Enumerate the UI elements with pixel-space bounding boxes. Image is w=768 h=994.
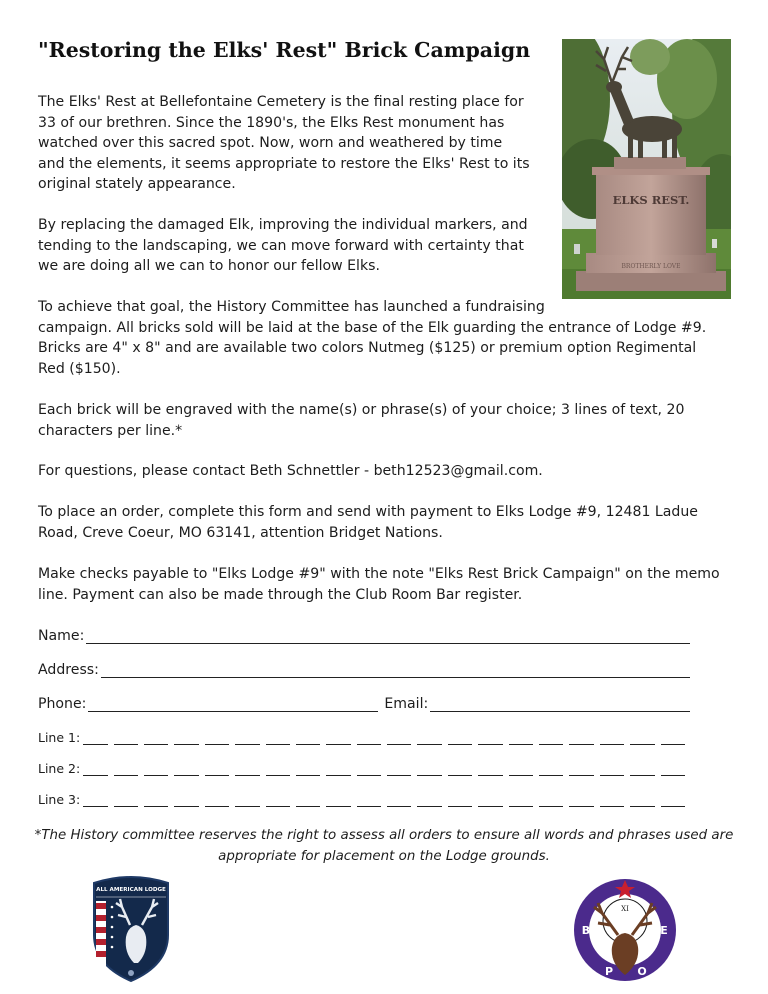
footnote-line: *The History committee reserves the right to assess all orders to ensure all words and phrases used are — [34, 828, 734, 843]
text-line: By replacing the damaged Elk, improving the individual markers, and — [38, 217, 528, 233]
character-slot[interactable] — [387, 732, 411, 745]
address-field[interactable] — [101, 663, 690, 678]
phone-label: Phone: — [38, 696, 87, 712]
bpoe-letter-o: O — [637, 965, 647, 978]
character-slot[interactable] — [539, 732, 563, 745]
bpoe-letter-p: P — [604, 965, 614, 978]
text-line: Make checks payable to "Elks Lodge #9" with the note "Elks Rest Brick Campaign" on the memo — [38, 566, 720, 582]
payment-paragraph — [38, 564, 720, 605]
monument-photo — [562, 39, 731, 299]
character-slot[interactable] — [357, 763, 381, 776]
character-slot[interactable] — [174, 794, 198, 807]
email-label: Email: — [384, 696, 429, 712]
text-line: To place an order, complete this form and send with payment to Elks Lodge #9, 12481 Ladue — [38, 504, 698, 520]
character-slot[interactable] — [630, 794, 654, 807]
clock-numeral: XI — [621, 905, 629, 913]
character-slot[interactable] — [114, 794, 138, 807]
character-slot[interactable] — [266, 794, 290, 807]
address-row — [38, 658, 690, 678]
line-1-label: Line 1: — [38, 730, 81, 745]
footnote — [30, 825, 738, 867]
character-slot[interactable] — [326, 763, 350, 776]
character-slot[interactable] — [630, 763, 654, 776]
text-line: original stately appearance. — [38, 176, 236, 193]
email-field[interactable] — [430, 697, 690, 712]
character-slot[interactable] — [387, 763, 411, 776]
character-slot[interactable] — [569, 732, 593, 745]
character-slot[interactable] — [114, 732, 138, 745]
text-line: campaign. All bricks sold will be laid at the base of the Elk guarding the entrance of Lodge #9. — [38, 319, 707, 336]
character-slot[interactable] — [417, 763, 441, 776]
character-slot[interactable] — [661, 794, 685, 807]
character-slot[interactable] — [569, 794, 593, 807]
text-line: 33 of our brethren. Since the 1890's, the Elks Rest monument has — [38, 114, 505, 131]
character-slot[interactable] — [539, 794, 563, 807]
engraving-line-2 — [38, 760, 685, 776]
line-2-label: Line 2: — [38, 761, 81, 776]
character-slot[interactable] — [83, 794, 107, 807]
character-slot[interactable] — [478, 794, 502, 807]
character-slot[interactable] — [478, 763, 502, 776]
text-line: and the elements, it seems appropriate to restore the Elks' Rest to its — [38, 155, 530, 172]
character-slot[interactable] — [83, 732, 107, 745]
character-slot[interactable] — [235, 794, 259, 807]
text-line: watched over this sacred spot. Now, worn and weathered by time — [38, 135, 503, 152]
character-slot[interactable] — [296, 732, 320, 745]
text-line: Road, Creve Coeur, MO 63141, attention Bridget Nations. — [38, 524, 443, 541]
character-slot[interactable] — [357, 794, 381, 807]
bpoe-emblem-logo — [572, 877, 678, 983]
character-slot[interactable] — [235, 763, 259, 776]
page-title: "Restoring the Elks' Rest" Brick Campaign — [38, 38, 531, 62]
text-line: Each brick will be engraved with the name(s) or phrase(s) of your choice; 3 lines of text, 20 — [38, 402, 685, 418]
character-slot[interactable] — [448, 763, 472, 776]
engraving-line-3 — [38, 791, 685, 807]
character-slot[interactable] — [387, 794, 411, 807]
character-slot[interactable] — [417, 794, 441, 807]
character-slot[interactable] — [114, 763, 138, 776]
character-slot[interactable] — [569, 763, 593, 776]
character-slot[interactable] — [326, 794, 350, 807]
character-slot[interactable] — [174, 763, 198, 776]
text-line: tending to the landscaping, we can move forward with certainty that — [38, 237, 524, 254]
footnote-line: appropriate for placement on the Lodge grounds. — [218, 849, 550, 864]
address-label: Address: — [38, 662, 99, 678]
character-slot[interactable] — [266, 763, 290, 776]
character-slot[interactable] — [509, 763, 533, 776]
character-slot[interactable] — [326, 732, 350, 745]
order-paragraph — [38, 502, 698, 543]
character-slot[interactable] — [478, 732, 502, 745]
character-slot[interactable] — [539, 763, 563, 776]
text-line: line. Payment can also be made through the Club Room Bar register. — [38, 586, 523, 603]
character-slot[interactable] — [296, 794, 320, 807]
character-slot[interactable] — [661, 732, 685, 745]
fundraising-paragraph — [38, 297, 706, 379]
text-line: Bricks are 4" x 8" and are available two colors Nutmeg ($125) or premium option Regimental — [38, 340, 697, 357]
name-row — [38, 624, 690, 644]
bpoe-letter-b: B — [581, 924, 591, 937]
character-slot[interactable] — [357, 732, 381, 745]
text-line: characters per line.* — [38, 422, 183, 439]
character-slot[interactable] — [509, 732, 533, 745]
restoration-paragraph — [38, 215, 528, 277]
text-line: The Elks' Rest at Bellefontaine Cemetery is the final resting place for — [38, 94, 524, 110]
line-3-label: Line 3: — [38, 792, 81, 807]
base-inscription: BROTHERLY LOVE — [621, 263, 681, 270]
character-slot[interactable] — [205, 763, 229, 776]
character-slot[interactable] — [266, 732, 290, 745]
character-slot[interactable] — [600, 794, 624, 807]
character-slot[interactable] — [661, 763, 685, 776]
all-american-lodge-logo — [90, 873, 172, 983]
engraving-paragraph — [38, 400, 684, 441]
character-slot[interactable] — [448, 794, 472, 807]
character-slot[interactable] — [144, 732, 168, 745]
intro-paragraph — [38, 92, 530, 195]
character-slot[interactable] — [83, 763, 107, 776]
bpoe-letter-e: E — [660, 924, 668, 937]
character-slot[interactable] — [174, 732, 198, 745]
logo-left-text: ALL AMERICAN LODGE — [96, 887, 166, 893]
character-slot[interactable] — [630, 732, 654, 745]
contact-paragraph — [38, 461, 543, 482]
name-label: Name: — [38, 628, 85, 644]
character-slot[interactable] — [235, 732, 259, 745]
engraving-line-1 — [38, 729, 685, 745]
monument-inscription: ELKS REST. — [612, 193, 690, 207]
character-slot[interactable] — [509, 794, 533, 807]
character-slot[interactable] — [144, 763, 168, 776]
character-slot[interactable] — [296, 763, 320, 776]
character-slot[interactable] — [205, 732, 229, 745]
text-line: we are doing all we can to honor our fellow Elks. — [38, 258, 380, 275]
character-slot[interactable] — [417, 732, 441, 745]
character-slot[interactable] — [600, 732, 624, 745]
text-line: To achieve that goal, the History Committee has launched a fundraising — [38, 299, 545, 315]
text-line: Red ($150). — [38, 360, 121, 377]
character-slot[interactable] — [600, 763, 624, 776]
name-field[interactable] — [86, 629, 690, 644]
character-slot[interactable] — [144, 794, 168, 807]
phone-field[interactable] — [88, 697, 378, 712]
contact-row — [38, 692, 690, 712]
text-line: For questions, please contact Beth Schnettler - beth12523@gmail.com. — [38, 463, 543, 479]
character-slot[interactable] — [448, 732, 472, 745]
character-slot[interactable] — [205, 794, 229, 807]
